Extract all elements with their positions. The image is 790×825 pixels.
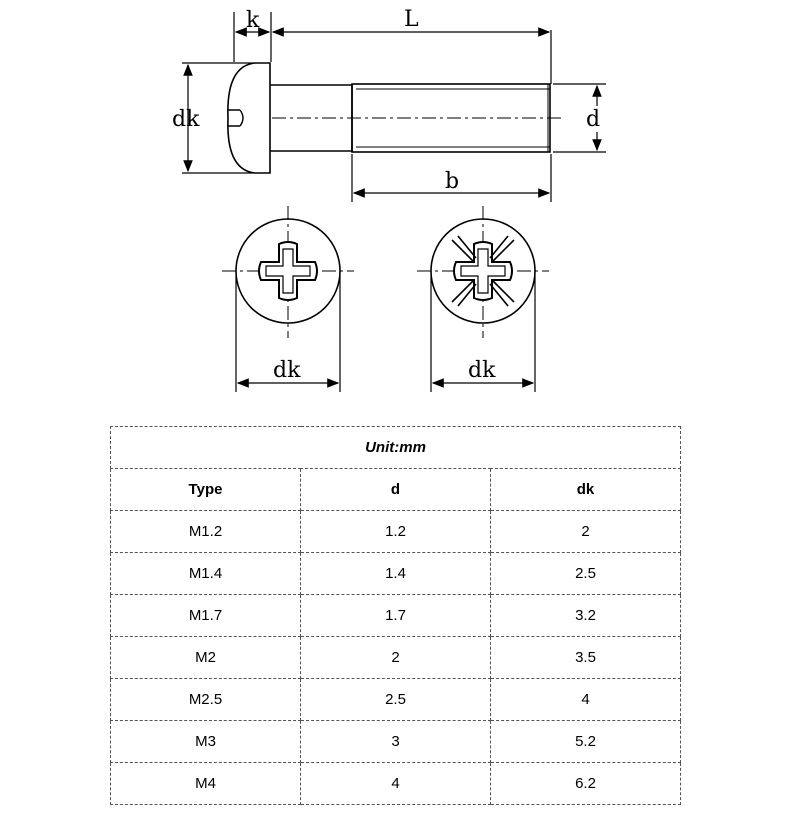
unit-label: Unit:mm — [111, 427, 681, 469]
cell-d: 1.4 — [301, 553, 491, 595]
cell-type: M1.2 — [111, 511, 301, 553]
cell-d: 1.2 — [301, 511, 491, 553]
cell-type: M4 — [111, 763, 301, 805]
table-row — [111, 679, 681, 721]
cell-d: 3 — [301, 721, 491, 763]
cell-dk: 5.2 — [491, 721, 681, 763]
table-row — [111, 763, 681, 805]
dimension-k-l — [234, 12, 551, 84]
label-dk-side: dk — [172, 107, 200, 132]
table-row — [111, 595, 681, 637]
cell-type: M3 — [111, 721, 301, 763]
table-row — [111, 511, 681, 553]
cross-recess — [259, 242, 317, 300]
label-L: L — [404, 7, 419, 32]
cell-dk: 2 — [491, 511, 681, 553]
cell-d: 1.7 — [301, 595, 491, 637]
screw-head-outline — [228, 63, 270, 173]
cell-dk: 6.2 — [491, 763, 681, 805]
size-table — [110, 426, 681, 805]
label-k: k — [246, 8, 260, 33]
cell-d: 4 — [301, 763, 491, 805]
cell-dk: 2.5 — [491, 553, 681, 595]
cell-dk: 4 — [491, 679, 681, 721]
header-row — [111, 469, 681, 511]
cell-type: M1.7 — [111, 595, 301, 637]
cell-type: M1.4 — [111, 553, 301, 595]
screw-side-view — [228, 63, 564, 173]
cell-type: M2 — [111, 637, 301, 679]
cell-dk: 3.5 — [491, 637, 681, 679]
unit-row — [111, 427, 681, 469]
header-type: Type — [111, 469, 301, 511]
label-d: d — [586, 107, 601, 132]
cell-d: 2 — [301, 637, 491, 679]
table-row — [111, 721, 681, 763]
cell-type: M2.5 — [111, 679, 301, 721]
cell-d: 2.5 — [301, 679, 491, 721]
label-b: b — [445, 169, 460, 194]
table-row — [111, 637, 681, 679]
label-dk-pozidriv: dk — [468, 358, 496, 383]
header-d: d — [301, 469, 491, 511]
table-row — [111, 553, 681, 595]
header-dk: dk — [491, 469, 681, 511]
label-dk-phillips: dk — [273, 358, 301, 383]
cell-dk: 3.2 — [491, 595, 681, 637]
